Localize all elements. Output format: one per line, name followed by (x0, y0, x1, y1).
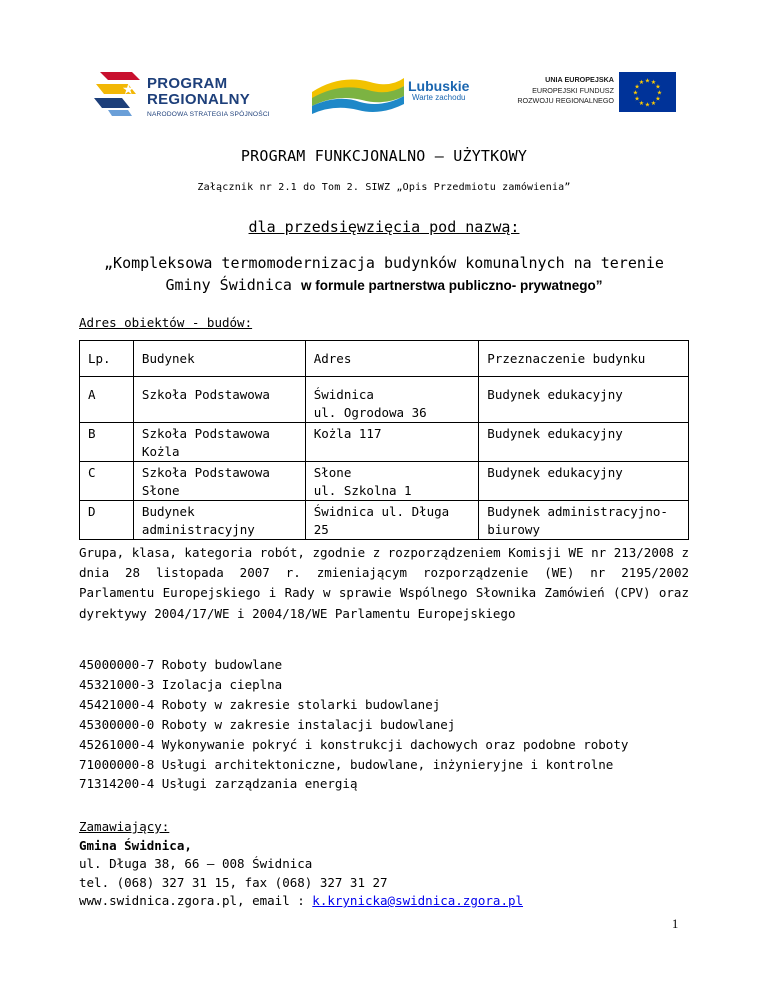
project-name-line1: „Kompleksowa termomodernizacja budynków komunalnych na terenie (104, 254, 664, 272)
table-header-cell: Lp. (80, 341, 134, 377)
eu-star-icon: ★ (638, 99, 645, 107)
table-cell-przeznaczenie: Budynek edukacyjny (479, 377, 689, 423)
ordering-party-address: ul. Długa 38, 66 – 008 Świdnica (79, 856, 313, 871)
eu-line1: UNIA EUROPEJSKA (545, 75, 614, 84)
building-line: administracyjny (141, 522, 255, 537)
cpv-desc: Roboty budowlane (161, 657, 283, 672)
project-formula: w formule partnerstwa publiczno- prywatnego” (300, 278, 603, 293)
building-line: Szkoła Podstawowa (141, 426, 270, 441)
cpv-desc: Roboty w zakresie stolarki budowlanej (161, 696, 441, 712)
eu-line3: ROZWOJU REGIONALNEGO (517, 96, 614, 105)
cpv-item (79, 675, 628, 695)
address-line: 25 (313, 522, 329, 537)
cpv-list (79, 655, 628, 794)
page-number: 1 (672, 917, 679, 931)
building-line: Budynek (141, 504, 195, 519)
eu-star-icon: ★ (634, 95, 640, 103)
building-line: Słone (141, 483, 180, 498)
table-cell-przeznaczenie: Budynek edukacyjny (479, 462, 689, 501)
cpv-desc: Wykonywanie pokryć i konstrukcji dachowych oraz podobne roboty (161, 736, 629, 752)
cpv-code: 45261000-4 (79, 736, 155, 752)
lubuskie-tagline: Warte zachodu (411, 93, 466, 102)
table-cell-lp: D (80, 501, 134, 540)
project-name-gmina: Gminy Świdnica (165, 276, 292, 294)
email-link[interactable]: k.krynicka@swidnica.zgora.pl (312, 893, 524, 908)
table-row (80, 501, 689, 540)
eu-star-icon: ★ (656, 89, 663, 97)
table-cell-budynek (133, 423, 305, 462)
table-cell-budynek: Szkoła Podstawowa (133, 377, 305, 423)
document-title: PROGRAM FUNKCJONALNO – UŻYTKOWY (240, 147, 528, 165)
cpv-code: 45300000-0 (79, 716, 155, 732)
cpv-item (79, 755, 628, 775)
table-header-cell: Adres (305, 341, 479, 377)
cpv-code: 45321000-3 (79, 676, 155, 692)
eu-star-icon: ★ (655, 83, 661, 91)
svg-text:★: ★ (122, 82, 135, 98)
eu-logo (498, 72, 678, 114)
table-cell-przeznaczenie: Budynek edukacyjny (479, 423, 689, 462)
purpose-line: biurowy (487, 522, 540, 537)
table-row (80, 423, 689, 462)
table-cell-adres (305, 462, 479, 501)
building-line: Szkoła Podstawowa (141, 465, 270, 480)
table-row (80, 462, 689, 501)
project-name-line2 (0, 276, 768, 294)
project-intro: dla przedsięwzięcia pod nazwą: (248, 218, 520, 236)
table-header-row (80, 341, 689, 377)
ordering-party-contact (79, 893, 523, 908)
lubuskie-hills-icon (310, 72, 406, 116)
website-text: www.swidnica.zgora.pl, email : (79, 893, 313, 908)
cpv-desc: Izolacja cieplna (161, 676, 283, 692)
cpv-desc: Usługi architektoniczne, budowlane, inżynieryjne i kontrolne (161, 756, 614, 772)
program-regionalny-line3: NARODOWA STRATEGIA SPÓJNOŚCI (147, 111, 270, 118)
eu-line2: EUROPEJSKI FUNDUSZ (532, 85, 614, 95)
eu-star-icon: ★ (655, 95, 661, 103)
address-label: Adres obiektów - budów: (79, 315, 253, 330)
table-cell-adres (305, 501, 479, 540)
table-header-cell: Budynek (133, 341, 305, 377)
eu-star-icon: ★ (638, 79, 645, 87)
cpv-code: 71000000-8 (79, 756, 155, 772)
building-line: Kożla (141, 444, 180, 459)
cpv-item (79, 735, 628, 755)
buildings-table (79, 340, 689, 540)
cpv-code: 45000000-7 (79, 657, 155, 672)
cpv-code: 45421000-4 (79, 696, 155, 712)
eu-star-icon: ★ (650, 79, 657, 87)
address-line: ul. Szkolna 1 (313, 483, 412, 498)
eu-flag-icon (619, 72, 676, 112)
ordering-party-name: Gmina Świdnica, (79, 838, 192, 853)
ordering-party-label: Zamawiający: (79, 819, 170, 834)
table-cell-budynek (133, 501, 305, 540)
cpv-item (79, 774, 628, 794)
cpv-item (79, 655, 628, 675)
document-subtitle: Załącznik nr 2.1 do Tom 2. SIWZ „Opis Przedmiotu zamówienia” (197, 182, 571, 193)
eu-star-icon: ★ (632, 89, 639, 97)
table-cell-adres: Kożla 117 (305, 423, 479, 462)
lubuskie-logo (310, 66, 495, 122)
program-regionalny-line1: PROGRAM (147, 75, 228, 92)
address-line: Świdnica (313, 387, 374, 402)
table-cell-adres (305, 377, 479, 423)
table-row (80, 377, 689, 423)
cpv-desc: Usługi zarządzania energią (161, 776, 358, 792)
eu-star-icon: ★ (650, 99, 657, 107)
program-regionalny-logo (92, 66, 282, 122)
address-line: Świdnica ul. Długa (313, 504, 450, 519)
cpv-desc: Roboty w zakresie instalacji budowlanej (161, 716, 456, 732)
eu-star-icon: ★ (634, 83, 640, 91)
address-line: Słone (313, 465, 352, 480)
eu-star-icon: ★ (644, 77, 651, 85)
eu-star-icon: ★ (644, 101, 651, 109)
lubuskie-name: Lubuskie (408, 78, 470, 94)
cpv-item (79, 715, 628, 735)
table-cell-budynek (133, 462, 305, 501)
cpv-code: 71314200-4 (79, 776, 155, 792)
program-regionalny-line2: REGIONALNY (147, 91, 251, 108)
ordering-party-phone: tel. (068) 327 31 15, fax (068) 327 31 27 (79, 875, 388, 890)
table-header-cell: Przeznaczenie budynku (479, 341, 689, 377)
regulation-paragraph: Grupa, klasa, kategoria robót, zgodnie z rozporządzeniem Komisji WE nr 213/2008 z dnia 28 listopada 2007 r. zmieniającym rozporządzenie (WE) nr 2195/2002 Parlamentu Europejskiego i Rady w sprawie Wspólnego Słownika Zamówień (CPV) oraz dyrektywy 2004/17/WE i 2004/18/WE Parlamentu Europejskiego (79, 545, 689, 621)
address-line: ul. Ogrodowa 36 (313, 405, 427, 420)
table-cell-lp: C (80, 462, 134, 501)
table-cell-przeznaczenie (479, 501, 689, 540)
program-regionalny-emblem-icon (92, 68, 144, 120)
table-cell-lp: B (80, 423, 134, 462)
table-cell-lp: A (80, 377, 134, 423)
cpv-item (79, 695, 628, 715)
purpose-line: Budynek administracyjno- (487, 504, 668, 519)
